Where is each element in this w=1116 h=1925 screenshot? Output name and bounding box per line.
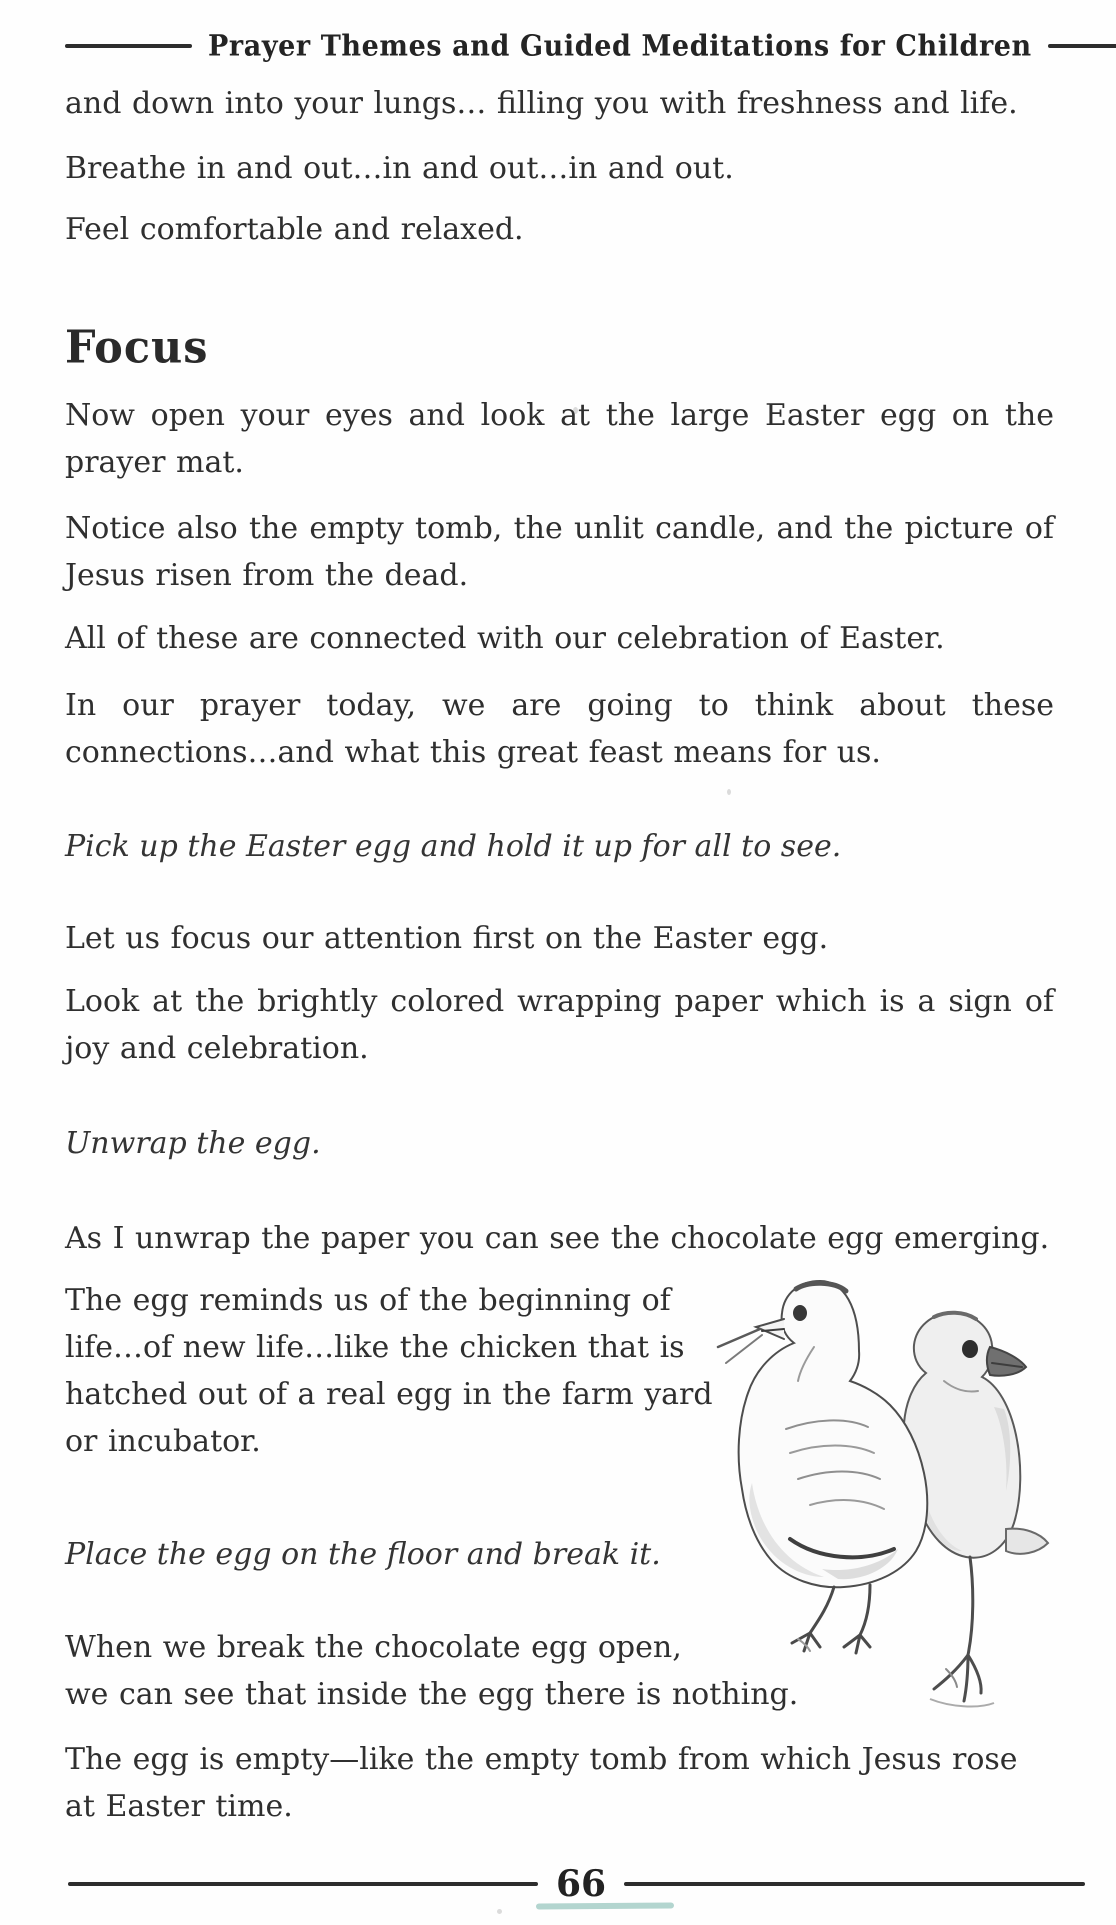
footer-rule-right — [624, 1882, 1085, 1886]
paragraph-lungs: and down into your lungs… filling you with freshness and life. — [65, 86, 1018, 121]
focus-heading: Focus — [65, 322, 209, 375]
header-rule-left — [65, 44, 192, 48]
page-footer — [0, 1863, 1116, 1905]
paragraph-egg-empty-tomb: The egg is empty—like the empty tomb from which Jesus rose at Easter time. — [65, 1742, 1018, 1824]
running-header — [65, 26, 1054, 66]
stage-direction-break-egg: Place the egg on the floor and break it. — [65, 1537, 661, 1572]
paragraph-relaxed: Feel comfortable and relaxed. — [65, 212, 524, 247]
paragraph-breathe: Breathe in and out…in and out…in and out. — [65, 151, 734, 186]
scan-speck — [727, 789, 731, 795]
paragraph-break-open: When we break the chocolate egg open, we can see that inside the egg there is nothing. — [65, 1630, 799, 1712]
paragraph-wrapping-paper: Look at the brightly colored wrapping paper which is a sign of joy and celebration. — [65, 984, 1054, 1066]
scan-speck — [497, 1909, 502, 1914]
running-header-title: Prayer Themes and Guided Meditations for Children — [208, 29, 1032, 63]
paragraph-notice-tomb: Notice also the empty tomb, the unlit candle, and the picture of Jesus risen from the dead. — [65, 511, 1054, 593]
footer-page-number: 66 — [556, 1863, 607, 1905]
scan-edge-artifact — [536, 1903, 674, 1910]
paragraph-chocolate-emerging: As I unwrap the paper you can see the chocolate egg emerging. — [65, 1221, 1050, 1256]
chicks-illustration — [694, 1277, 1054, 1712]
paragraph-connected-easter: All of these are connected with our celebration of Easter. — [65, 621, 945, 656]
paragraph-open-eyes: Now open your eyes and look at the large Easter egg on the prayer mat. — [65, 398, 1054, 480]
stage-direction-pick-up-egg: Pick up the Easter egg and hold it up for all to see. — [65, 829, 842, 864]
stage-direction-unwrap-egg: Unwrap the egg. — [65, 1126, 321, 1161]
paragraph-focus-egg: Let us focus our attention first on the Easter egg. — [65, 921, 829, 956]
scan-speck — [573, 407, 578, 414]
header-rule-right — [1048, 44, 1116, 48]
paragraph-egg-reminds: The egg reminds us of the beginning of life…of new life…like the chicken that is hatched out of a real egg in the farm yard or incubator. — [65, 1283, 713, 1459]
paragraph-prayer-today: In our prayer today, we are going to think about these connections…and what this great feast means for us. — [65, 688, 1054, 770]
footer-rule-left — [68, 1882, 538, 1886]
chicks-drawing-svg — [694, 1277, 1054, 1712]
